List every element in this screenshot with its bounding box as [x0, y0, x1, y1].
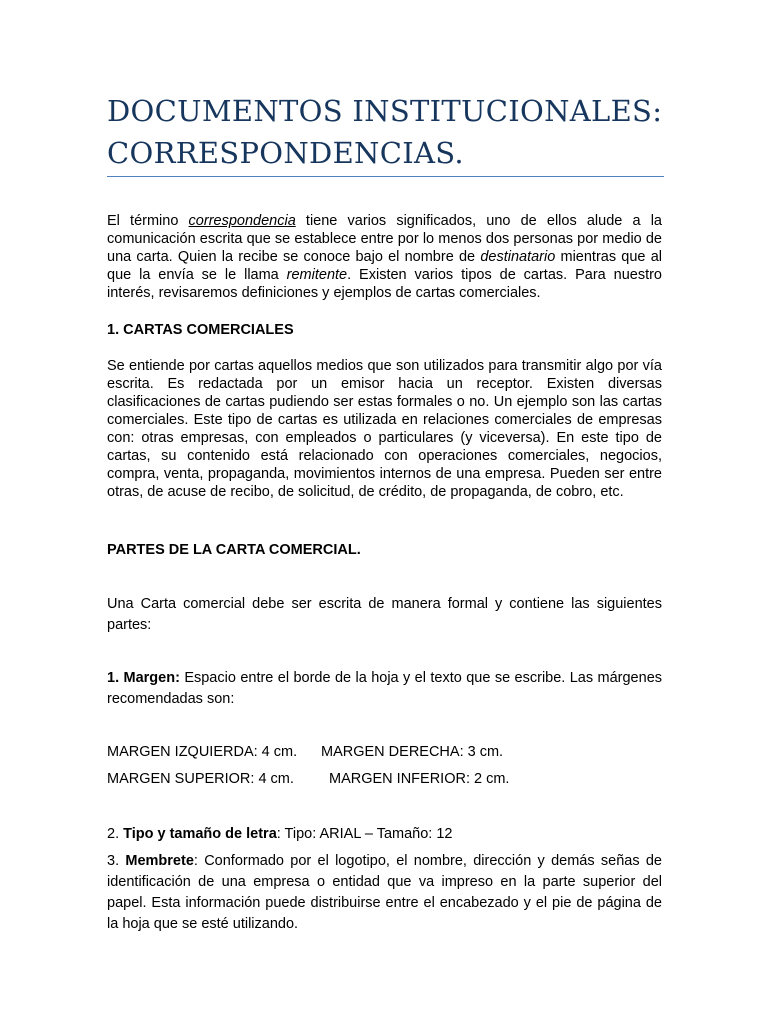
term-remitente: remitente [286, 267, 348, 283]
intro-text-2: tiene varios significados, uno de ellos alude a la comunicación escrita que se establece entre por lo menos dos personas por medio de una carta. Quien la recibe se conoce bajo el nombre de [107, 213, 662, 265]
margen-inferior: MARGEN INFERIOR: 2 cm. [329, 771, 510, 787]
margen-paragraph [107, 668, 662, 710]
intro-text-4: . Existen varios tipos de cartas. Para nuestro interés, revisaremos definiciones y ejemplos de cartas comerciales. [107, 267, 662, 301]
section-heading-cartas-comerciales: 1. CARTAS COMERCIALES [107, 322, 294, 338]
page-title [107, 90, 667, 174]
tipo-label: Tipo y tamaño de letra [123, 826, 277, 842]
term-destinatario: destinatario [480, 249, 556, 265]
intro-text-1: El término [107, 213, 189, 229]
section-heading-partes: PARTES DE LA CARTA COMERCIAL. [107, 542, 361, 558]
tipo-letra-item [107, 825, 662, 843]
title-divider [107, 176, 664, 177]
margen-derecha: MARGEN DERECHA: 3 cm. [321, 744, 504, 760]
margin-row-2 [107, 770, 662, 788]
tipo-text: : Tipo: ARIAL – Tamaño: 12 [276, 826, 453, 842]
tipo-num: 2. [107, 826, 124, 842]
title-line-1: DOCUMENTOS INSTITUCIONALES: [107, 94, 663, 128]
margen-text: Espacio entre el borde de la hoja y el texto que se escribe. Las márgenes recomendadas son: [107, 670, 663, 707]
margen-izquierda: MARGEN IZQUIERDA: 4 cm. [107, 744, 298, 760]
intro-text-3: mientras que al que la envía se le llama [107, 249, 662, 283]
intro-paragraph [107, 212, 662, 302]
margin-row-1 [107, 743, 662, 761]
cartas-comerciales-paragraph: Se entiende por cartas aquellos medios que son utilizados para transmitir algo por vía escrita. Es redactada por un emisor hacia un receptor. Existen diversas clasificaciones de cartas pudiendo ser estas formales o no. Un ejemplo son las cartas comerciales. Este tipo de cartas es utilizada en relaciones comerciales de empresas con: otras empresas, con empleados o particulares (y viceversa). En este tipo de cartas, su contenido está relacionado con operaciones comerciales, negocios, compra, venta, propaganda, movimientos internos de una empresa. Pueden ser entre otras, de acuse de recibo, de solicitud, de crédito, de propaganda, de cobro, etc. [107, 358, 662, 500]
membrete-item [107, 851, 662, 935]
membrete-num: 3. [107, 853, 126, 869]
membrete-label: Membrete [125, 853, 194, 869]
margen-label: 1. Margen: [107, 670, 180, 686]
partes-intro-paragraph: Una Carta comercial debe ser escrita de manera formal y contiene las siguientes partes: [107, 596, 662, 633]
margen-superior: MARGEN SUPERIOR: 4 cm. [107, 771, 294, 787]
title-line-2: CORRESPONDENCIAS. [107, 136, 464, 170]
membrete-text: : Conformado por el logotipo, el nombre, dirección y demás señas de identificación de una empresa o entidad que va impreso en la parte superior del papel. Esta información puede distribuirse entre el encabezado y el pie de página de la hoja que se esté utilizando. [107, 853, 662, 932]
term-correspondencia: correspondencia [188, 213, 296, 229]
